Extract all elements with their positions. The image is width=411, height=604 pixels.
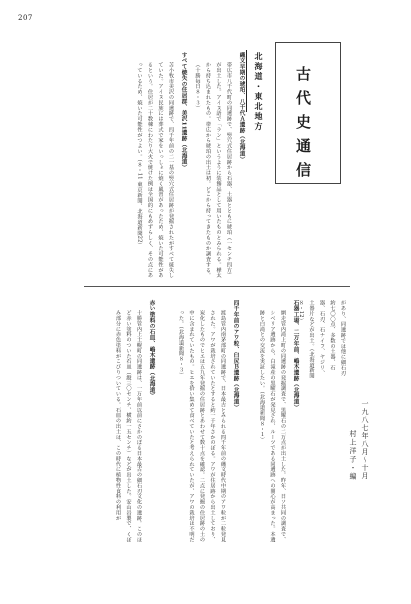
article-2-title: すべて焼失の住居群、美沢11遺跡（北海道） bbox=[180, 52, 187, 171]
article-1-body: 帯広市八千代町の同遺跡で、竪穴式住居跡から石器、土器とともに琥珀（一センチ四方）が出土した。アイヌ語で「ラン」というように装飾品として用いたものとみられる。樺太から持ち込まれたもの。帯広から琥珀の出土は初。どこから持ってきたものか調査する。（十勝毎日８・３） bbox=[194, 62, 232, 278]
page-number: 207 bbox=[18, 14, 33, 22]
article-1-title: 縄文早期の琥珀、八千代Ａ遺跡（北海道） bbox=[238, 52, 245, 163]
article-3-title: 四千年前のアワ粒、臼尻Ｂ遺跡（北海道） bbox=[232, 300, 239, 411]
article-6-body: があり、同遺跡では他に細石刃約七〇〇点、多数の土器、石器、石刃、石ナイフ、ヤジリ、土器片などが出土。（北海道新聞８・12） bbox=[298, 300, 346, 379]
article-3-body: 渡島管内南茅部町の同遺跡で、日本最古とみられる四千年前の縄文時代中期のアワ粒が二粒発見された。アワが栽培されていたとすると約一千年さかのぼる。アワが住居跡から出土しており、炭化したものでヒエは五九年発掘の住居跡とあわせて数十点を確認。二点に発掘の住居跡の土の中に含まれていたもの。ヒエを拾い集めて食べていたと考えられていたが、アワの栽培は不明だった。（北海道新聞８・３） bbox=[178, 310, 226, 543]
series-title: 古代史通信 bbox=[294, 66, 312, 186]
row-divider bbox=[84, 286, 350, 287]
article-5-body: 網走管内滝上町の同遺跡の発掘調査で、黒曜石の二万点が出土した。昨年、日ソ共同の調査で、シベリア遺跡から、白滝産の黒曜石が発見され、ルーツである同遺跡への関心が高まった。本遺跡と白滝との交流を実証したい。（北海道新聞８・１） bbox=[259, 310, 286, 543]
region-heading: 北海道・東北地方 bbox=[254, 52, 264, 132]
article-4-body: 十勝管内上士幌町の同遺跡は、一万年前以前にさかのぼる日本最古の細石刃文化の遺跡。このほど赤い塗料のついた石皿（縦三〇センチ、横約一五センチ）などが出土した。安山岩製で、くぼみ部分に赤色塗料がこびりついている。石皿の出土は、この時代に植物性食料の利用が bbox=[115, 310, 142, 543]
article-4-title: 赤い塗料の石皿、嶋木遺跡（北海道） bbox=[148, 300, 155, 399]
series-date: 一九八七年八月～十月 bbox=[361, 400, 369, 480]
series-editor: 村上洋子・編 bbox=[349, 430, 357, 481]
article-5-title: 石器工場、二万年前、嶋木遺跡（北海道） bbox=[292, 300, 299, 411]
article-2-body: 苫小牧市美沢の同遺跡で、四千年前の二一基の竪穴式住居跡が発掘されたがすべて焼失していた。アイヌ民族には葬式で家をいっしょに焼く風習があったため、焼いた可能性があるという。住居が二十数棟にわたり大火で焼けた例は全国的にもめずらしく、その点にあっているため、焼いた可能性がつよい。（８・11 東京新聞、北海道新聞22） bbox=[136, 62, 174, 278]
